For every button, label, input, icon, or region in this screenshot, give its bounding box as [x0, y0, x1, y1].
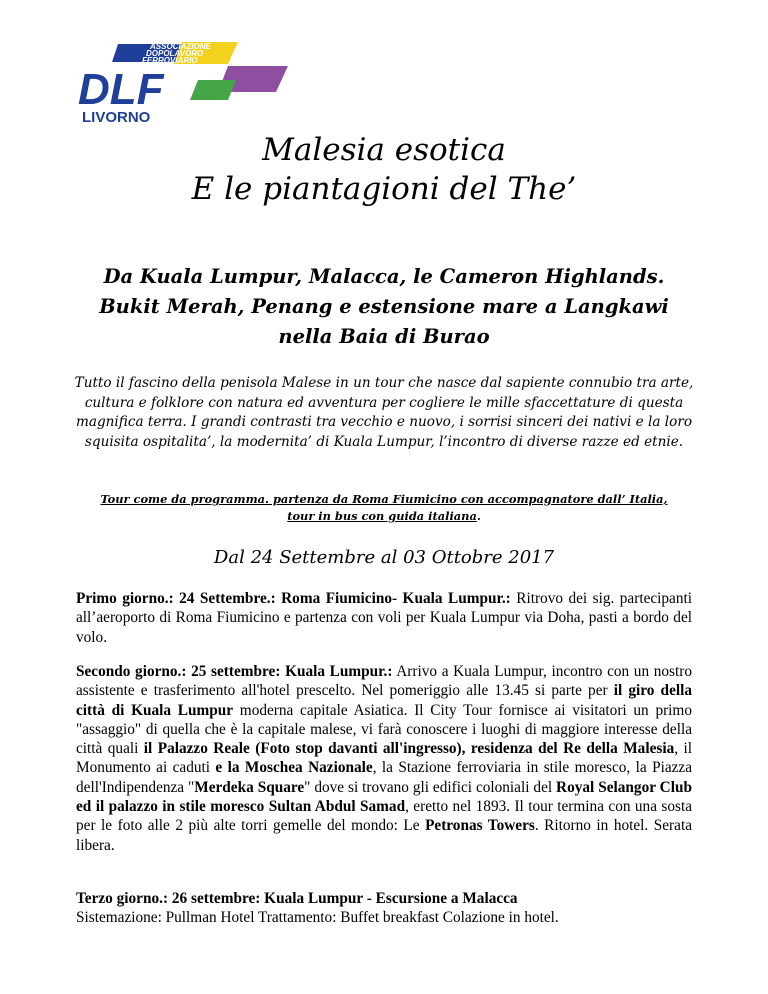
day-2-text-5: " dove si trovano gli edifici coloniali del	[304, 778, 557, 796]
title-line-2: E le piantagioni del The’	[191, 171, 577, 207]
logo-association-line-3: FERROVIARIO	[142, 56, 198, 65]
logo-city: LIVORNO	[82, 109, 151, 124]
logo-association-line-2: DOPOLAVORO	[146, 49, 204, 58]
tour-note-end: .	[476, 509, 481, 523]
day-2-bold-3: e la Moschea Nazionale	[215, 759, 373, 777]
day-2-paragraph	[76, 662, 692, 855]
title-line-1: Malesia esotica	[262, 132, 506, 168]
day-1-paragraph	[76, 589, 692, 647]
day-2-text-4: , la Stazione ferroviaria in stile moresco, la Piazza dell'Indipendenza "	[76, 759, 693, 796]
logo-association-line-1: ASSOCIAZIONE	[150, 42, 211, 51]
day-1-text: Ritrovo dei sig. partecipanti all’aeroporto di Roma Fiumicino e partenza con voli per Kuala Lumpur via Doha, pasti a bordo del volo.	[76, 590, 692, 646]
tour-dates: Dal 24 Settembre al 03 Ottobre 2017	[213, 547, 555, 568]
day-2-bold-5: Royal Selangor Club ed il palazzo in stile moresco Sultan Abdul Samad	[76, 778, 692, 816]
day-1-heading: Primo giorno.: 24 Settembre.: Roma Fiumicino- Kuala Lumpur.:	[76, 590, 511, 607]
day-2-text-2: moderna capitale Asiatica. Il City Tour fornisce ai visitatori un primo "assaggio" di quella che è la capitale malese, vi farà conoscere i luoghi di maggiore interesse della città quali	[76, 701, 692, 758]
day-2-bold-1: il giro della città di Kuala Lumpur	[76, 682, 693, 719]
logo-graphic	[78, 38, 294, 124]
dlf-livorno-logo	[78, 38, 294, 124]
day-2-text-3: , il Monumento ai caduti	[76, 740, 692, 777]
tour-note	[96, 491, 672, 525]
day-3-paragraph	[76, 889, 692, 928]
day-2-text-7: . Ritorno in hotel. Serata libera.	[76, 817, 692, 854]
logo-green-shape	[190, 80, 236, 100]
day-3-text: Sistemazione: Pullman Hotel Trattamento: Buffet breakfast Colazione in hotel.	[76, 909, 559, 927]
day-2-bold-4: Merdeka Square	[194, 778, 305, 796]
day-2-heading: Secondo giorno.: 25 settembre: Kuala Lumpur.:	[76, 663, 393, 680]
day-3-heading: Terzo giorno.: 26 settembre: Kuala Lumpur - Escursione a Malacca	[76, 890, 518, 907]
day-2-bold-6: Petronas Towers	[425, 817, 535, 835]
logo-acronym: DLF	[78, 65, 164, 114]
day-2-text-1: Arrivo a Kuala Lumpur, incontro con un nostro assistente e trasferimento all'hotel prescelto. Nel pomeriggio alle 13.45 si parte per	[76, 663, 692, 700]
day-2-bold-2: il Palazzo Reale (Foto stop davanti all'ingresso), residenza del Re della Malesia	[143, 740, 675, 758]
day-2-text-6: , eretto nel 1893. Il tour termina con una sosta per le foto alle 2 più alte torri gemelle del mondo: Le	[76, 798, 692, 835]
itinerary-subtitle: Da Kuala Lumpur, Malacca, le Cameron Highlands. Bukit Merah, Penang e estensione mare a Langkawi nella Baia di Burao	[99, 265, 669, 348]
intro-paragraph: Tutto il fascino della penisola Malese in un tour che nasce dal sapiente connubio tra arte, cultura e folklore con natura ed avventura per cogliere le mille sfaccettature di questa magnifica terra. I grandi contrasti tra vecchio e nuovo, i sorrisi sinceri dei nativi e la loro squisita ospitalita’, la modernita’ di Kuala Lumpur, l’incontro di diverse razze ed etnie.	[74, 375, 694, 450]
tour-note-text: Tour come da programma. partenza da Roma Fiumicino con accompagnatore dall’ Italia, tour in bus con guida italiana	[100, 492, 668, 523]
